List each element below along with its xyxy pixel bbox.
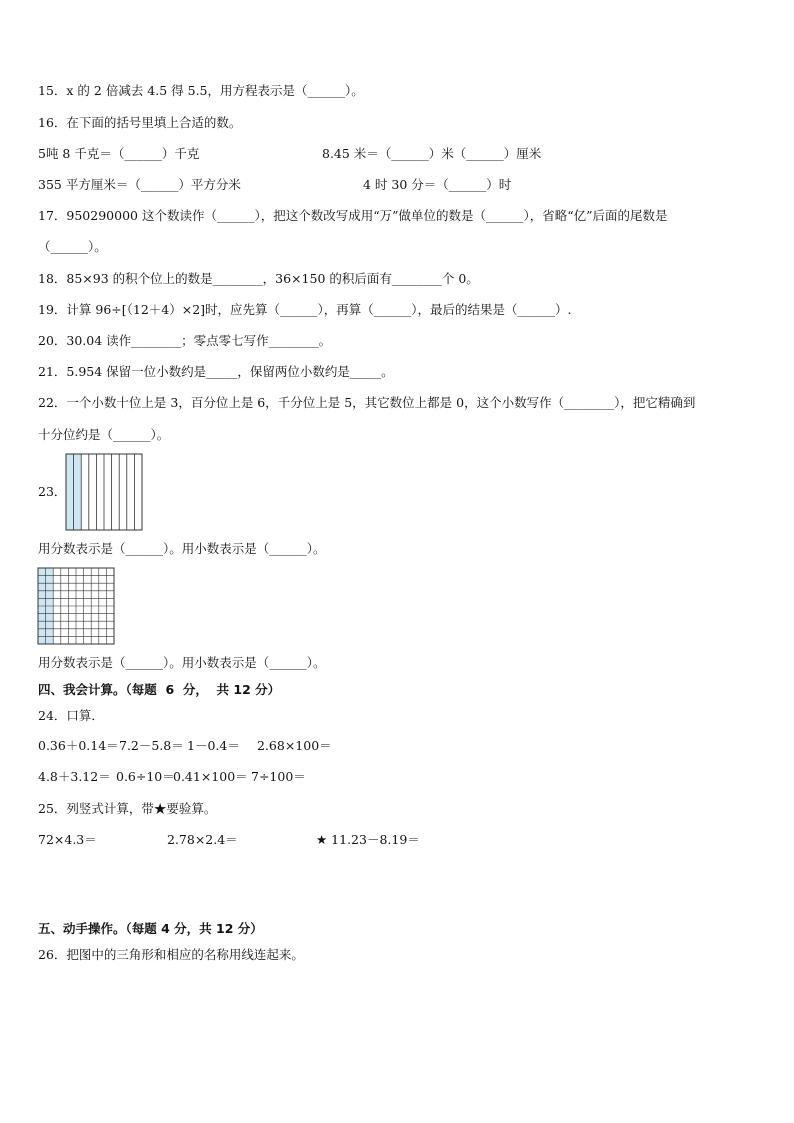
fraction-strip-figure <box>65 453 143 531</box>
question-17-line2: （______）。 <box>38 239 107 254</box>
question-16-c: 355 平方厘米＝（______）平方分米 <box>38 177 241 192</box>
section-5-heading: 五、动手操作。（每题 4 分，共 12 分） <box>38 921 263 936</box>
shaded-strip <box>66 454 74 530</box>
shaded-strip <box>74 454 82 530</box>
question-18: 18．85×93 的积个位上的数是________，36×150 的积后面有________个 0。 <box>38 271 479 286</box>
q24-r1-c2: 7.2－5.8＝ <box>119 738 184 753</box>
question-21: 21．5.954 保留一位小数约是_____，保留两位小数约是_____。 <box>38 364 394 379</box>
question-16-a: 5吨 8 千克＝（______）千克 <box>38 146 200 161</box>
question-19: 19．计算 96÷[（12＋4）×2]时，应先算（______），再算（______），最后的结果是（______）. <box>38 302 572 317</box>
q24-r2-c4: 7÷100＝ <box>251 769 306 784</box>
q24-r2-c1: 4.8＋3.12＝ <box>38 769 111 784</box>
question-25-title: 25．列竖式计算，带★要验算。 <box>38 801 217 816</box>
question-16-title: 16．在下面的括号里填上合适的数。 <box>38 115 242 130</box>
q24-r1-c3: 1－0.4＝ <box>187 738 240 753</box>
question-26: 26．把图中的三角形和相应的名称用线连起来。 <box>38 947 304 962</box>
question-23-answer-2: 用分数表示是（______）。用小数表示是（______）。 <box>38 655 326 670</box>
question-20: 20．30.04 读作________；零点零七写作________。 <box>38 333 332 348</box>
question-23-number: 23． <box>38 484 67 499</box>
q25-item-2: 2.78×2.4＝ <box>167 832 238 847</box>
question-24-title: 24．口算． <box>38 708 104 723</box>
question-22-line1: 22．一个小数十位上是 3，百分位上是 6，千分位上是 5，其它数位上都是 0，这个小数写作（________），把它精确到 <box>38 395 696 410</box>
q24-r2-c3: 0.41×100＝ <box>173 769 248 784</box>
hundred-grid-figure <box>37 567 115 645</box>
question-16-b: 8.45 米＝（______）米（______）厘米 <box>322 146 542 161</box>
q24-r1-c4: 2.68×100＝ <box>257 738 332 753</box>
q24-r1-c1: 0.36＋0.14＝ <box>38 738 119 753</box>
q25-item-1: 72×4.3＝ <box>38 832 97 847</box>
q24-r2-c2: 0.6÷10＝ <box>116 769 175 784</box>
section-4-heading: 四、我会计算。（每题 6 分， 共 12 分） <box>38 682 281 697</box>
question-23-answer-1: 用分数表示是（______）。用小数表示是（______）。 <box>38 541 326 556</box>
question-22-line2: 十分位约是（______）。 <box>38 427 170 442</box>
question-15: 15．x 的 2 倍减去 4.5 得 5.5，用方程表示是（______）。 <box>38 83 364 98</box>
question-16-d: 4 时 30 分＝（______）时 <box>363 177 512 192</box>
q25-item-3: ★ 11.23－8.19＝ <box>316 832 420 847</box>
question-17-line1: 17．950290000 这个数读作（______），把这个数改写成用“万”做单位的数是（______），省略“亿”后面的尾数是 <box>38 208 668 223</box>
